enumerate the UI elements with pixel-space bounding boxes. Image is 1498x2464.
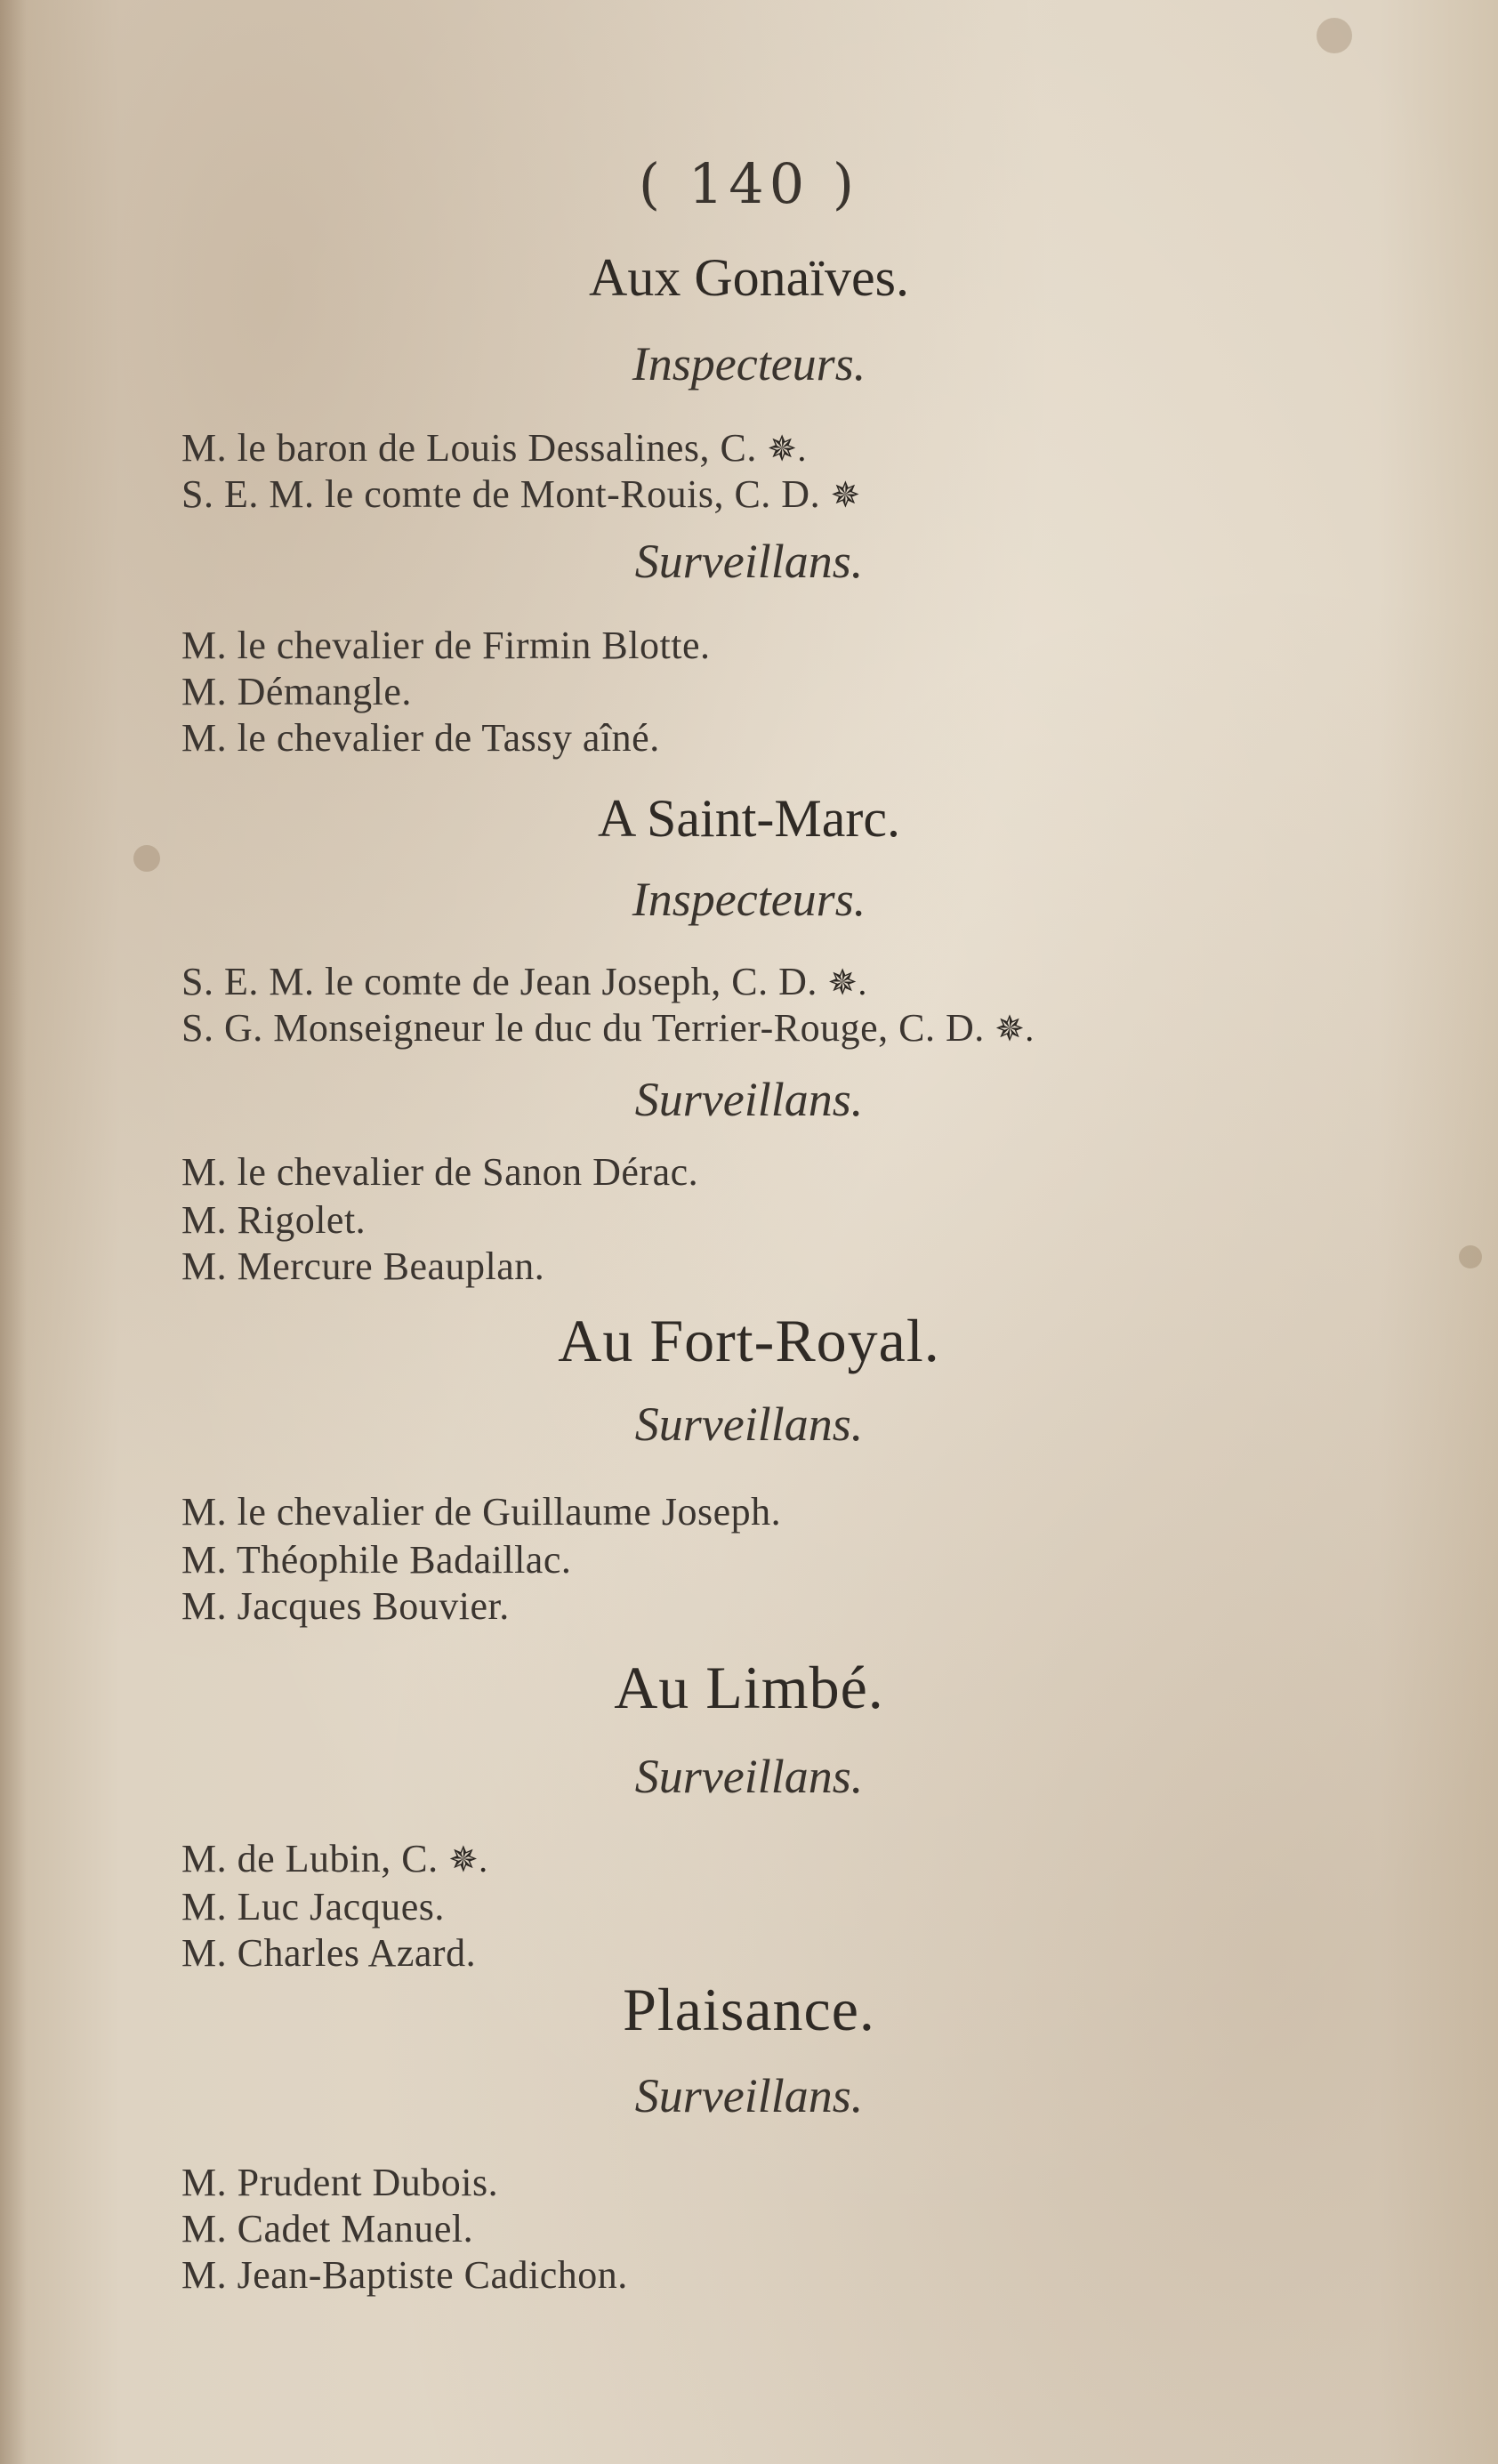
order-star-icon: ✵.: [767, 429, 807, 469]
entry-line: M. Cadet Manuel.: [181, 2207, 474, 2251]
order-star-icon: ✵.: [827, 962, 867, 1003]
entry-line: [181, 425, 1445, 472]
group-title-surveillans: Surveillans.: [634, 535, 864, 588]
group-title-surveillans: Surveillans.: [634, 1750, 864, 1803]
entry-line: [181, 1836, 1445, 1883]
page-number: ( 140 ): [638, 151, 860, 216]
entry-text: M. de Lubin, C.: [181, 1837, 439, 1880]
entry-line: M. Charles Azard.: [181, 1931, 477, 1975]
entry-text: S. E. M. le comte de Jean Joseph, C. D.: [181, 960, 817, 1003]
entry-text: S. E. M. le comte de Mont-Rouis, C. D.: [181, 472, 821, 516]
group-title-surveillans: Surveillans.: [634, 1397, 864, 1451]
order-star-icon: ✵.: [995, 1009, 1035, 1049]
town-heading-saint-marc: A Saint-Marc.: [598, 789, 900, 848]
entry-line: M. Démangle.: [181, 670, 412, 713]
foxing-spot: [1459, 1245, 1482, 1268]
entry-line: M. Rigolet.: [181, 1198, 366, 1242]
town-heading-limbe: Au Limbé.: [614, 1654, 884, 1721]
town-heading-fort-royal: Au Fort-Royal.: [558, 1307, 940, 1374]
entry-line: M. le chevalier de Tassy aîné.: [181, 716, 660, 760]
entry-text: S. G. Monseigneur le duc du Terrier-Rouge, C. D.: [181, 1006, 985, 1050]
entry-text: M. le baron de Louis Dessalines, C.: [181, 426, 757, 470]
foxing-spot: [1317, 18, 1352, 53]
group-title-surveillans: Surveillans.: [634, 2069, 864, 2122]
entry-line: [181, 959, 1445, 1006]
order-star-icon: ✵: [830, 475, 861, 515]
town-heading-gonaives: Aux Gonaïves.: [589, 248, 909, 307]
entry-line: M. Prudent Dubois.: [181, 2161, 499, 2204]
entry-line: M. Luc Jacques.: [181, 1885, 445, 1929]
entry-line: M. Jacques Bouvier.: [181, 1584, 510, 1628]
entry-line: M. Mercure Beauplan.: [181, 1244, 545, 1288]
group-title-inspecteurs: Inspecteurs.: [632, 873, 866, 926]
entry-line: [181, 471, 1445, 519]
order-star-icon: ✵.: [448, 1840, 488, 1880]
entry-line: M. le chevalier de Guillaume Joseph.: [181, 1490, 782, 1534]
entry-line: M. Jean-Baptiste Cadichon.: [181, 2253, 628, 2297]
entry-line: M. Théophile Badaillac.: [181, 1538, 572, 1582]
town-heading-plaisance: Plaisance.: [623, 1976, 875, 2043]
entry-line: M. le chevalier de Firmin Blotte.: [181, 624, 711, 667]
entry-line: [181, 1005, 1445, 1052]
group-title-inspecteurs: Inspecteurs.: [632, 337, 866, 391]
entry-line: M. le chevalier de Sanon Dérac.: [181, 1150, 699, 1194]
group-title-surveillans: Surveillans.: [634, 1073, 864, 1126]
